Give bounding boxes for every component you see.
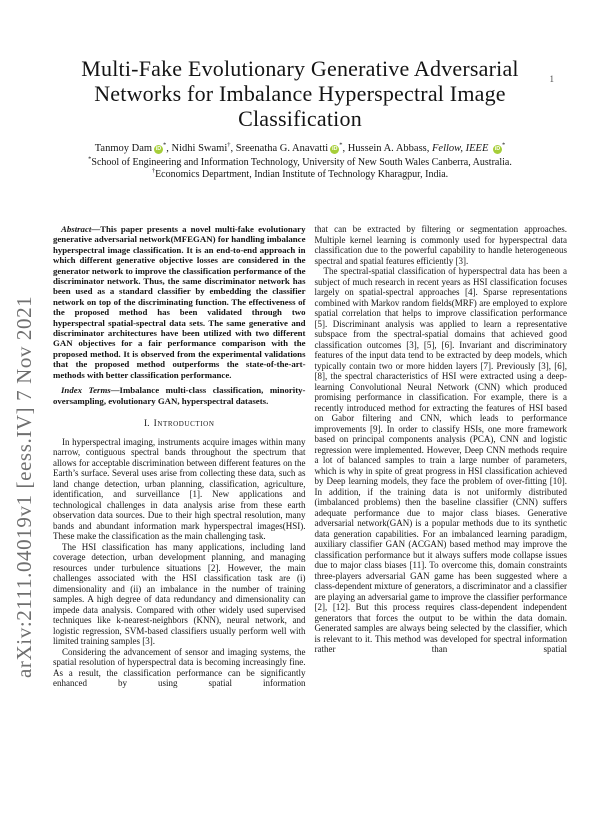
arxiv-watermark: arXiv:2111.04019v1 [eess.IV] 7 Nov 2021 — [12, 295, 36, 679]
right-column — [315, 224, 568, 689]
author-1 — [95, 143, 172, 154]
author-separator: , — [342, 143, 348, 154]
author-separator: , — [230, 143, 236, 154]
affiliations — [0, 157, 600, 181]
author-3-name: Sreenatha G. Anavatti — [235, 143, 329, 154]
orcid-icon[interactable] — [154, 145, 163, 154]
intro-paragraph-3: Considering the advancement of sensor and imaging systems, the spatial resolution of hyperspectral data is becoming increasingly fine. As a result, the classification performance can be significantly enhanced by using spatial information — [53, 646, 306, 689]
author-4-name: Hussein A. Abbass — [347, 143, 427, 154]
affiliation-2: †Economics Department, Indian Institute of Technology Kharagpur, India. — [151, 167, 449, 180]
intro-paragraph-4: The spectral-spatial classification of hyperspectral data has been a subject of much research in recent years as HSI classification focuses largely on spatial-spectral approaches [4]. Sparse representations combined with Markov random fields(MRF) are employed to explore spatial correlation that helps to improve classification performance [5]. Discriminant analysis was applied to learn a representative subspace from the spectral-spatial domains that achieved good classification outcomes [3], [5], [6]. Invariant and discriminatory features of the input data tend to be extracted by deep models, which typically contain two or more hidden layers [7]. Previously [3], [6], [8], the spectral characteristics of HSI were extracted using a deep-learning Convolutional Neural Network (CNN) which produced promising performance in classification. For example, there is a recently introduced method for extracting the features of HSI based on Gabor filtering and CNN, which leads to performance improvements [9]. In order to classify HSIs, one more framework based on principal components analysis (PCA), CNN and logistic regression were implemented. However, Deep CNN methods require a lot of balanced samples to train a large number of parameters, which is why in spite of great progress in HSI classification achieved by Deep learning models, they face the problem of over-fitting [10]. In addition, if the training data is not uniformly distributed (imbalanced problems) then the baseline classifier (CNN) suffers adequate performance due to major class biases. Generative adversarial network(GAN) is a popular methods due to its synthetic data generation capabilities. For an imbalanced learning paradigm, auxiliary classifier GAN (ACGAN) based method may improve the classification performance but it always suffers mode collapse issues due to major class biases [11]. To overcome this, domain constraints three-players adversarial GAN game has been suggested where a class-dependent mixture of generators, a discriminator and a classifier are playing an adversarial game to improve the classifier performance [2], [12]. But this process requires class-dependent independent generators that forces the output to be within the data domain. Generated samples are always being selected by the classifier, which is relevant to it. This method was developed for spectral information rather than spatial — [314, 266, 567, 654]
author-1-affmark: * — [163, 141, 167, 149]
author-2 — [172, 143, 236, 154]
orcid-icon[interactable] — [330, 145, 339, 154]
section-heading-introduction: I. Introduction — [144, 418, 215, 429]
author-4-affmark: * — [502, 141, 506, 149]
author-2-affmark: † — [227, 141, 231, 149]
intro-paragraph-1: In hyperspectral imaging, instruments acquire images within many narrow, contiguous spectral bands throughout the spectrum that allows for acceptable discrimination between different features on the Earth’s surface. Several uses arise from collecting these data, such as land change detection, urban planning, classification, agriculture, identification, and surveillance [1]. New applications and technological challenges in data analysis arise from these earth observation data sources. Due to their high spectral resolution, many bands and abundant information mark hyperspectral images(HSI). These make the classification as the main challenging task. — [53, 436, 306, 542]
intro-paragraph-3-continuation: that can be extracted by filtering or segmentation approaches. Multiple kernel learning is commonly used for hyperspectral data classification due to the powerful capability to handle heterogeneous spectral and spatial features efficiently [3]. — [314, 224, 567, 266]
abstract-paragraph — [53, 224, 306, 380]
author-line — [0, 142, 600, 155]
author-2-name: Nidhi Swami — [171, 143, 228, 154]
author-3-affmark: * — [339, 141, 343, 149]
paper-page — [0, 56, 600, 832]
index-terms-label: Index Terms — [61, 385, 111, 396]
orcid-icon-label: iD — [155, 146, 162, 152]
abstract-label: Abstract — [61, 224, 92, 234]
author-4-honorific: Fellow, IEEE — [432, 143, 489, 154]
author-1-name: Tanmoy Dam — [94, 143, 153, 154]
intro-paragraph-2: The HSI classification has many applications, including land coverage detection, urban development planning, and managing resources under turbulence situations [2]. However, the main challenges associated with the HSI classification task are (i) dimensionality and (ii) an imbalance in the number of training samples. A high degree of data redundancy and dimensionality can impede data analysis. Compared with other widely used supervised techniques like k-nearest-neighbors (KNN), neural network, and logistic regression, SVM-based classifiers usually perform well with limited training samples [3]. — [53, 541, 306, 647]
paper-title: Multi-Fake Evolutionary Generative Adversarial Networks for Imbalance Hyperspectral Image Classification — [81, 56, 519, 131]
left-column — [53, 224, 306, 689]
author-3 — [236, 143, 348, 154]
two-column-body — [53, 224, 567, 689]
abstract-text: —This paper presents a novel multi-fake evolutionary generative adversarial network(MFEGAN) for handling imbalance hyperspectral image classification. It is an end-to-end approach in which different generative objective losses are considered in the generator network to improve the classification performance of the discriminator network. Thus, the same discriminator network has been used as a standard classifier by embedding the classifier network on top of the discriminating function. The effectiveness of the proposed method has been validated through two hyperspectral spatial-spectral data sets. The same generative and discriminator architectures have been utilized with two different GAN objectives for a fair performance comparison with the proposed method. It is observed from the experimental validations that the proposed method outperforms the state-of-the-art-methods with better classification performance. — [53, 224, 306, 380]
orcid-icon-label: iD — [494, 146, 501, 152]
author-separator: , — [166, 143, 172, 154]
affiliation-1: *School of Engineering and Information Technology, University of New South Wales Canberra, Australia. — [88, 155, 512, 168]
index-terms-text: —Imbalance multi-class classification, minority-oversampling, evolutionary GAN, hyperspectral datasets. — [53, 385, 306, 406]
author-separator: , — [426, 143, 432, 154]
orcid-icon-label: iD — [331, 146, 338, 152]
page-number: 1 — [549, 74, 554, 84]
index-terms-paragraph — [53, 385, 306, 406]
orcid-icon[interactable] — [493, 145, 502, 154]
author-4 — [348, 143, 506, 154]
